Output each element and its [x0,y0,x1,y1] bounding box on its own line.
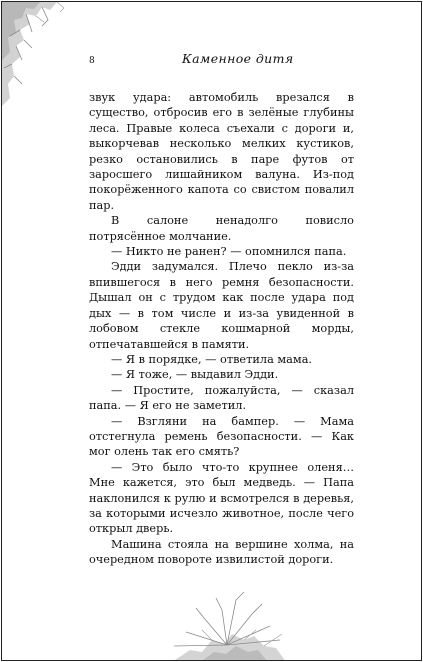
body-text [89,90,354,568]
book-page [1,1,422,661]
paragraph: Машина стояла на вершине холма, на очередном повороте извилистой дороги. [89,537,354,567]
paragraph: — Я в порядке, — ответила мама. [111,352,313,366]
running-title: Каменное дитя [182,51,294,66]
paragraph: — Никто не ранен? — опомнился папа. [111,245,347,259]
paragraph: звук удара: автомобиль врезался в существо, отбросив его в зелёные глубины леса. Правые колеса съехали с дороги и, выкорчевав несколько мелких кустиков, резко остановились в паре футов от заросшего лишайником валуна. Из-под покорёженного капота со свистом повалил пар. [89,91,354,212]
cracked-stone-decoration [152,590,302,661]
paragraph: — Взгляни на бампер. — Мама отстегнула ремень безопасности. — Как мог олень так его смять? [89,414,354,459]
paragraph: — Это было что-то крупнее оленя… Мне кажется, это был медведь. — Папа наклонился к рулю и всмотрелся в деревья, за которыми исчезло животное, после чего открыл дверь. [89,460,354,536]
page-number: 8 [89,56,95,66]
cracked-stone-decoration [2,2,72,112]
paragraph: — Простите, пожалуйста, — сказал папа. — Я его не заметил. [89,383,354,413]
paragraph: — Я тоже, — выдавил Эдди. [111,368,279,382]
paragraph: В салоне ненадолго повисло потрясённое молчание. [89,214,354,243]
paragraph: Эдди задумался. Плечо пекло из-за впившегося в него ремня безопасности. Дышал он с трудом как после удара под дых — в том числе и из-за увиденной в лобовом стекле кошмарной морды, отпечатавшейся в памяти. [89,260,354,351]
